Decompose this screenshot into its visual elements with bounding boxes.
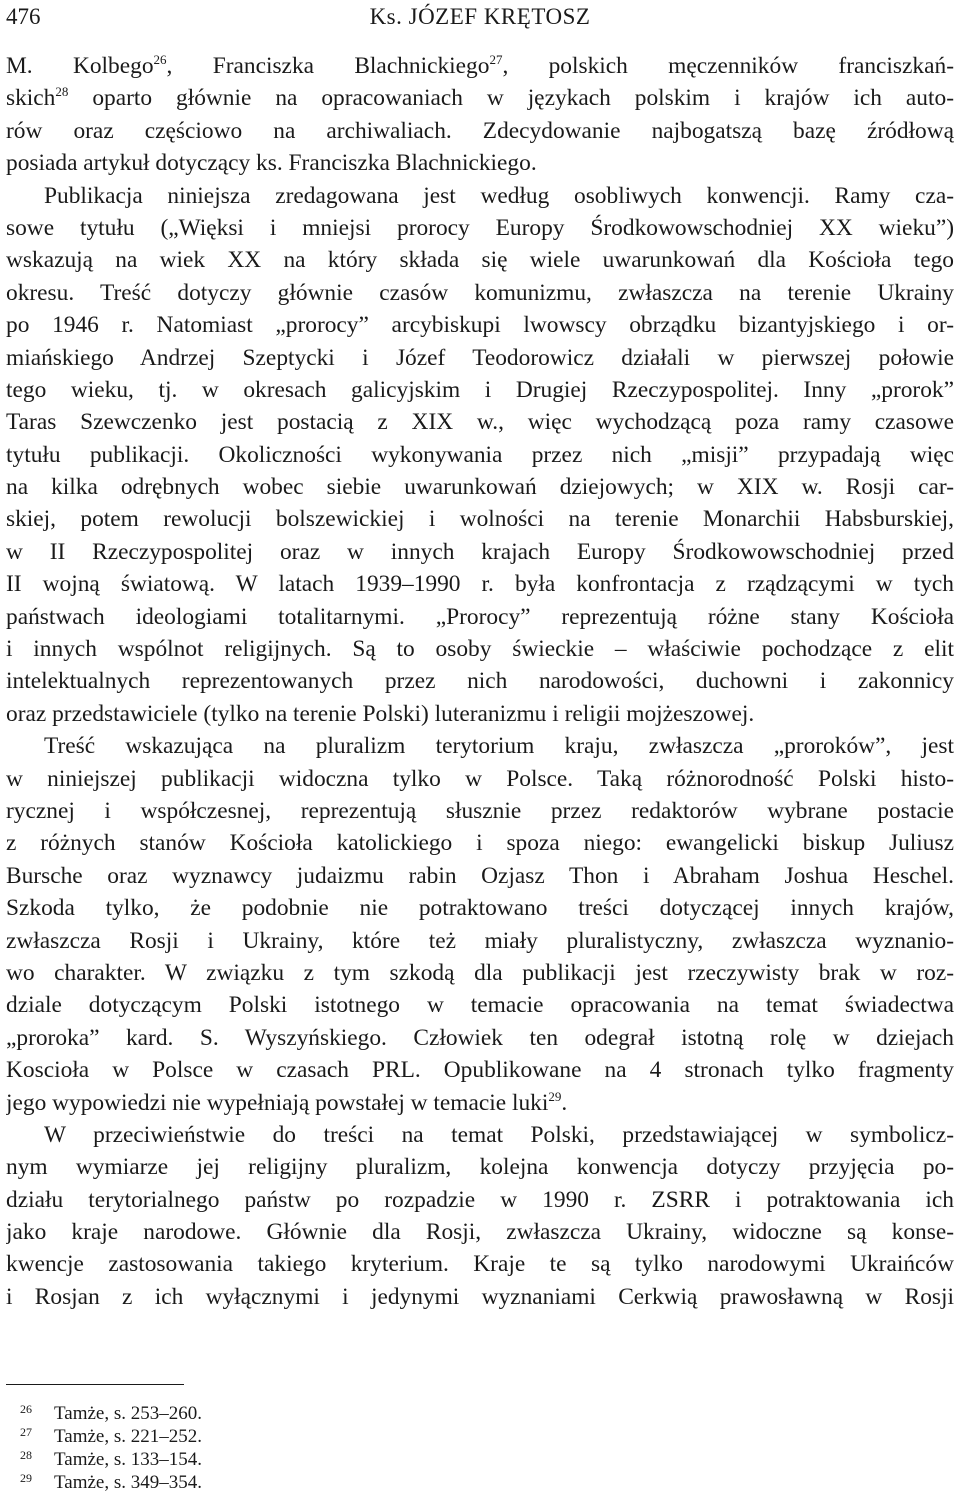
text-line: w niniejszej publikacji widoczna tylko w Polsce. Taką różnorodność Polski histo- [6, 765, 954, 792]
text-line: działu terytorialnego państw po rozpadzie w 1990 r. ZSRR i potraktowania ich [6, 1186, 954, 1213]
footnote-number: 26 [20, 1402, 32, 1416]
footnote-number: 28 [20, 1448, 32, 1462]
text-line: M. Kolbego$^{26}$, Franciszka Blachnickiego$^{27}$, polskich męczenników franciszkań- [6, 52, 954, 79]
footnote-ref-28[interactable]: 28 [55, 84, 69, 100]
footnote-27 [20, 1425, 620, 1448]
text-line: oraz przedstawiciele (tylko na terenie Polski) luteranizmu i religii mojżeszowej. [6, 700, 755, 727]
footnote-29 [20, 1471, 620, 1494]
text-line: Koscioła w Polsce w czasach PRL. Opublikowane na 4 stronach tylko fragmenty [6, 1057, 954, 1084]
text-line: okresu. Treść dotyczy głównie czasów komunizmu, zwłaszcza na terenie Ukrainy [6, 279, 954, 306]
footnote-ref-29[interactable]: 29 [548, 1088, 562, 1104]
footnote-ref-26[interactable]: 26 [153, 52, 167, 67]
body-text [6, 50, 954, 1313]
footnote-text: Tamże, s. 253–260. [54, 1403, 203, 1424]
text-line: rów oraz częściowo na archiwaliach. Zdecydowanie najbogatszą bazę źródłową [6, 117, 954, 144]
text-line: dziale dotyczącym Polski istotnego w temacie opracowania na temat świadectwa [6, 992, 954, 1019]
text-line: II wojną światową. W latach 1939–1990 r. była konfrontacja z rządzącymi w tych [6, 571, 954, 598]
footnote-text: Tamże, s. 349–354. [54, 1472, 203, 1493]
footnote-divider [6, 1384, 184, 1385]
paragraph-start-line: Publikacja niniejsza zredagowana jest według osobliwych konwencji. Ramy cza- [44, 182, 954, 209]
text-line: „proroka” kard. S. Wyszyńskiego. Człowiek ten odegrał istotną rolę w dziejach [6, 1024, 954, 1051]
text-line: kwencje zastosowania takiego kryterium. Kraje te są tylko narodowymi Ukraińców [6, 1251, 954, 1278]
text-line: tego wieku, tj. w okresach galicyjskim i Drugiej Rzeczypospolitej. Inny „prorok” [6, 376, 954, 403]
footnote-number: 29 [20, 1471, 32, 1485]
text-line: i innych wspólnot religijnych. Są to osoby świeckie – właściwie pochodzące z elit [6, 636, 954, 663]
text-line: Szkoda tylko, że podobnie nie potraktowano treści dotyczącej innych krajów, [6, 895, 954, 922]
text-line: wo charakter. W związku z tym szkodą dla publikacji jest rzeczywisty brak w roz- [6, 959, 954, 986]
text-line: zwłaszcza Rosji i Ukrainy, które też miały pluralistyczny, zwłaszcza wyznanio- [6, 927, 954, 954]
footnote-text: Tamże, s. 221–252. [54, 1426, 203, 1447]
text-line: i Rosjan z ich wyłącznymi i jedynymi wyznaniami Cerkwią prawosławną w Rosji [6, 1283, 954, 1310]
text-line: z różnych stanów Kościoła katolickiego i spoza niego: ewangelicki biskup Juliusz [6, 830, 954, 857]
text-line: sowe tytułu („Więksi i mniejsi prorocy Europy Środkowowschodniej XX wieku”) [6, 214, 954, 241]
footnote-ref-27[interactable]: 27 [489, 52, 503, 67]
text-line: jako kraje narodowe. Głównie dla Rosji, zwłaszcza Ukrainy, widoczne są konse- [6, 1219, 954, 1246]
footnotes [20, 1402, 620, 1494]
page-number: 476 [6, 4, 41, 29]
footnote-28 [20, 1448, 620, 1471]
text-line: wskazują na wiek XX na który składa się wiele uwarunkowań dla Kościoła tego [6, 247, 954, 274]
footnote-number: 27 [20, 1425, 32, 1439]
text-line: nym wymiarze jej religijny pluralizm, kolejna konwencja dotyczy przyjęcia po- [6, 1154, 954, 1181]
text-line: tytułu publikacji. Okoliczności wykonywania przez nich „misji” przypadają więc [6, 441, 954, 468]
text-line: po 1946 r. Natomiast „prorocy” arcybiskupi lwowscy obrządku bizantyjskiego i or- [6, 312, 954, 339]
text-line: skiej, potem rewolucji bolszewickiej i wolności na terenie Monarchii Habsburskiej, [6, 506, 954, 533]
text-line: państwach ideologiami totalitarnymi. „Prorocy” reprezentują różne stany Kościoła [6, 603, 954, 630]
paragraph-start-line: Treść wskazująca na pluralizm terytorium kraju, zwłaszcza „proroków”, jest [44, 733, 954, 760]
text-line: miańskiego Andrzej Szeptycki i Józef Teodorowicz działali w pierwszej połowie [6, 344, 954, 371]
footnote-26 [20, 1402, 620, 1425]
text-line: skich$^{28}$ oparto głównie na opracowaniach w językach polskim i krajów ich auto- [6, 84, 954, 112]
footnote-text: Tamże, s. 133–154. [54, 1449, 203, 1470]
text-line: na kilka odrębnych wobec siebie uwarunkowań dziejowych; w XIX w. Rosji car- [6, 474, 954, 501]
running-head: Ks. JÓZEF KRĘTOSZ [369, 4, 591, 29]
page-header [6, 0, 954, 42]
paragraph-start-line: W przeciwieństwie do treści na temat Polski, przedstawiającej w symbolicz- [44, 1121, 954, 1148]
text-line: Bursche oraz wyznawcy judaizmu rabin Ozjasz Thon i Abraham Joshua Heschel. [6, 862, 954, 889]
text-line: jego wypowiedzi nie wypełniają powstałej w temacie luki$^{29}$. [6, 1088, 568, 1116]
text-line: intelektualnych reprezentowanych przez nich narodowości, duchowni i zakonnicy [6, 668, 954, 695]
text-line: posiada artykuł dotyczący ks. Franciszka Blachnickiego. [6, 150, 537, 177]
text-line: rycznej i współczesnej, reprezentują słusznie przez redaktorów wybrane postacie [6, 797, 954, 824]
text-line: Taras Szewczenko jest postacią z XIX w., więc wychodzącą poza ramy czasowe [6, 409, 954, 436]
text-line: w II Rzeczypospolitej oraz w innych krajach Europy Środkowowschodniej przed [6, 538, 954, 565]
